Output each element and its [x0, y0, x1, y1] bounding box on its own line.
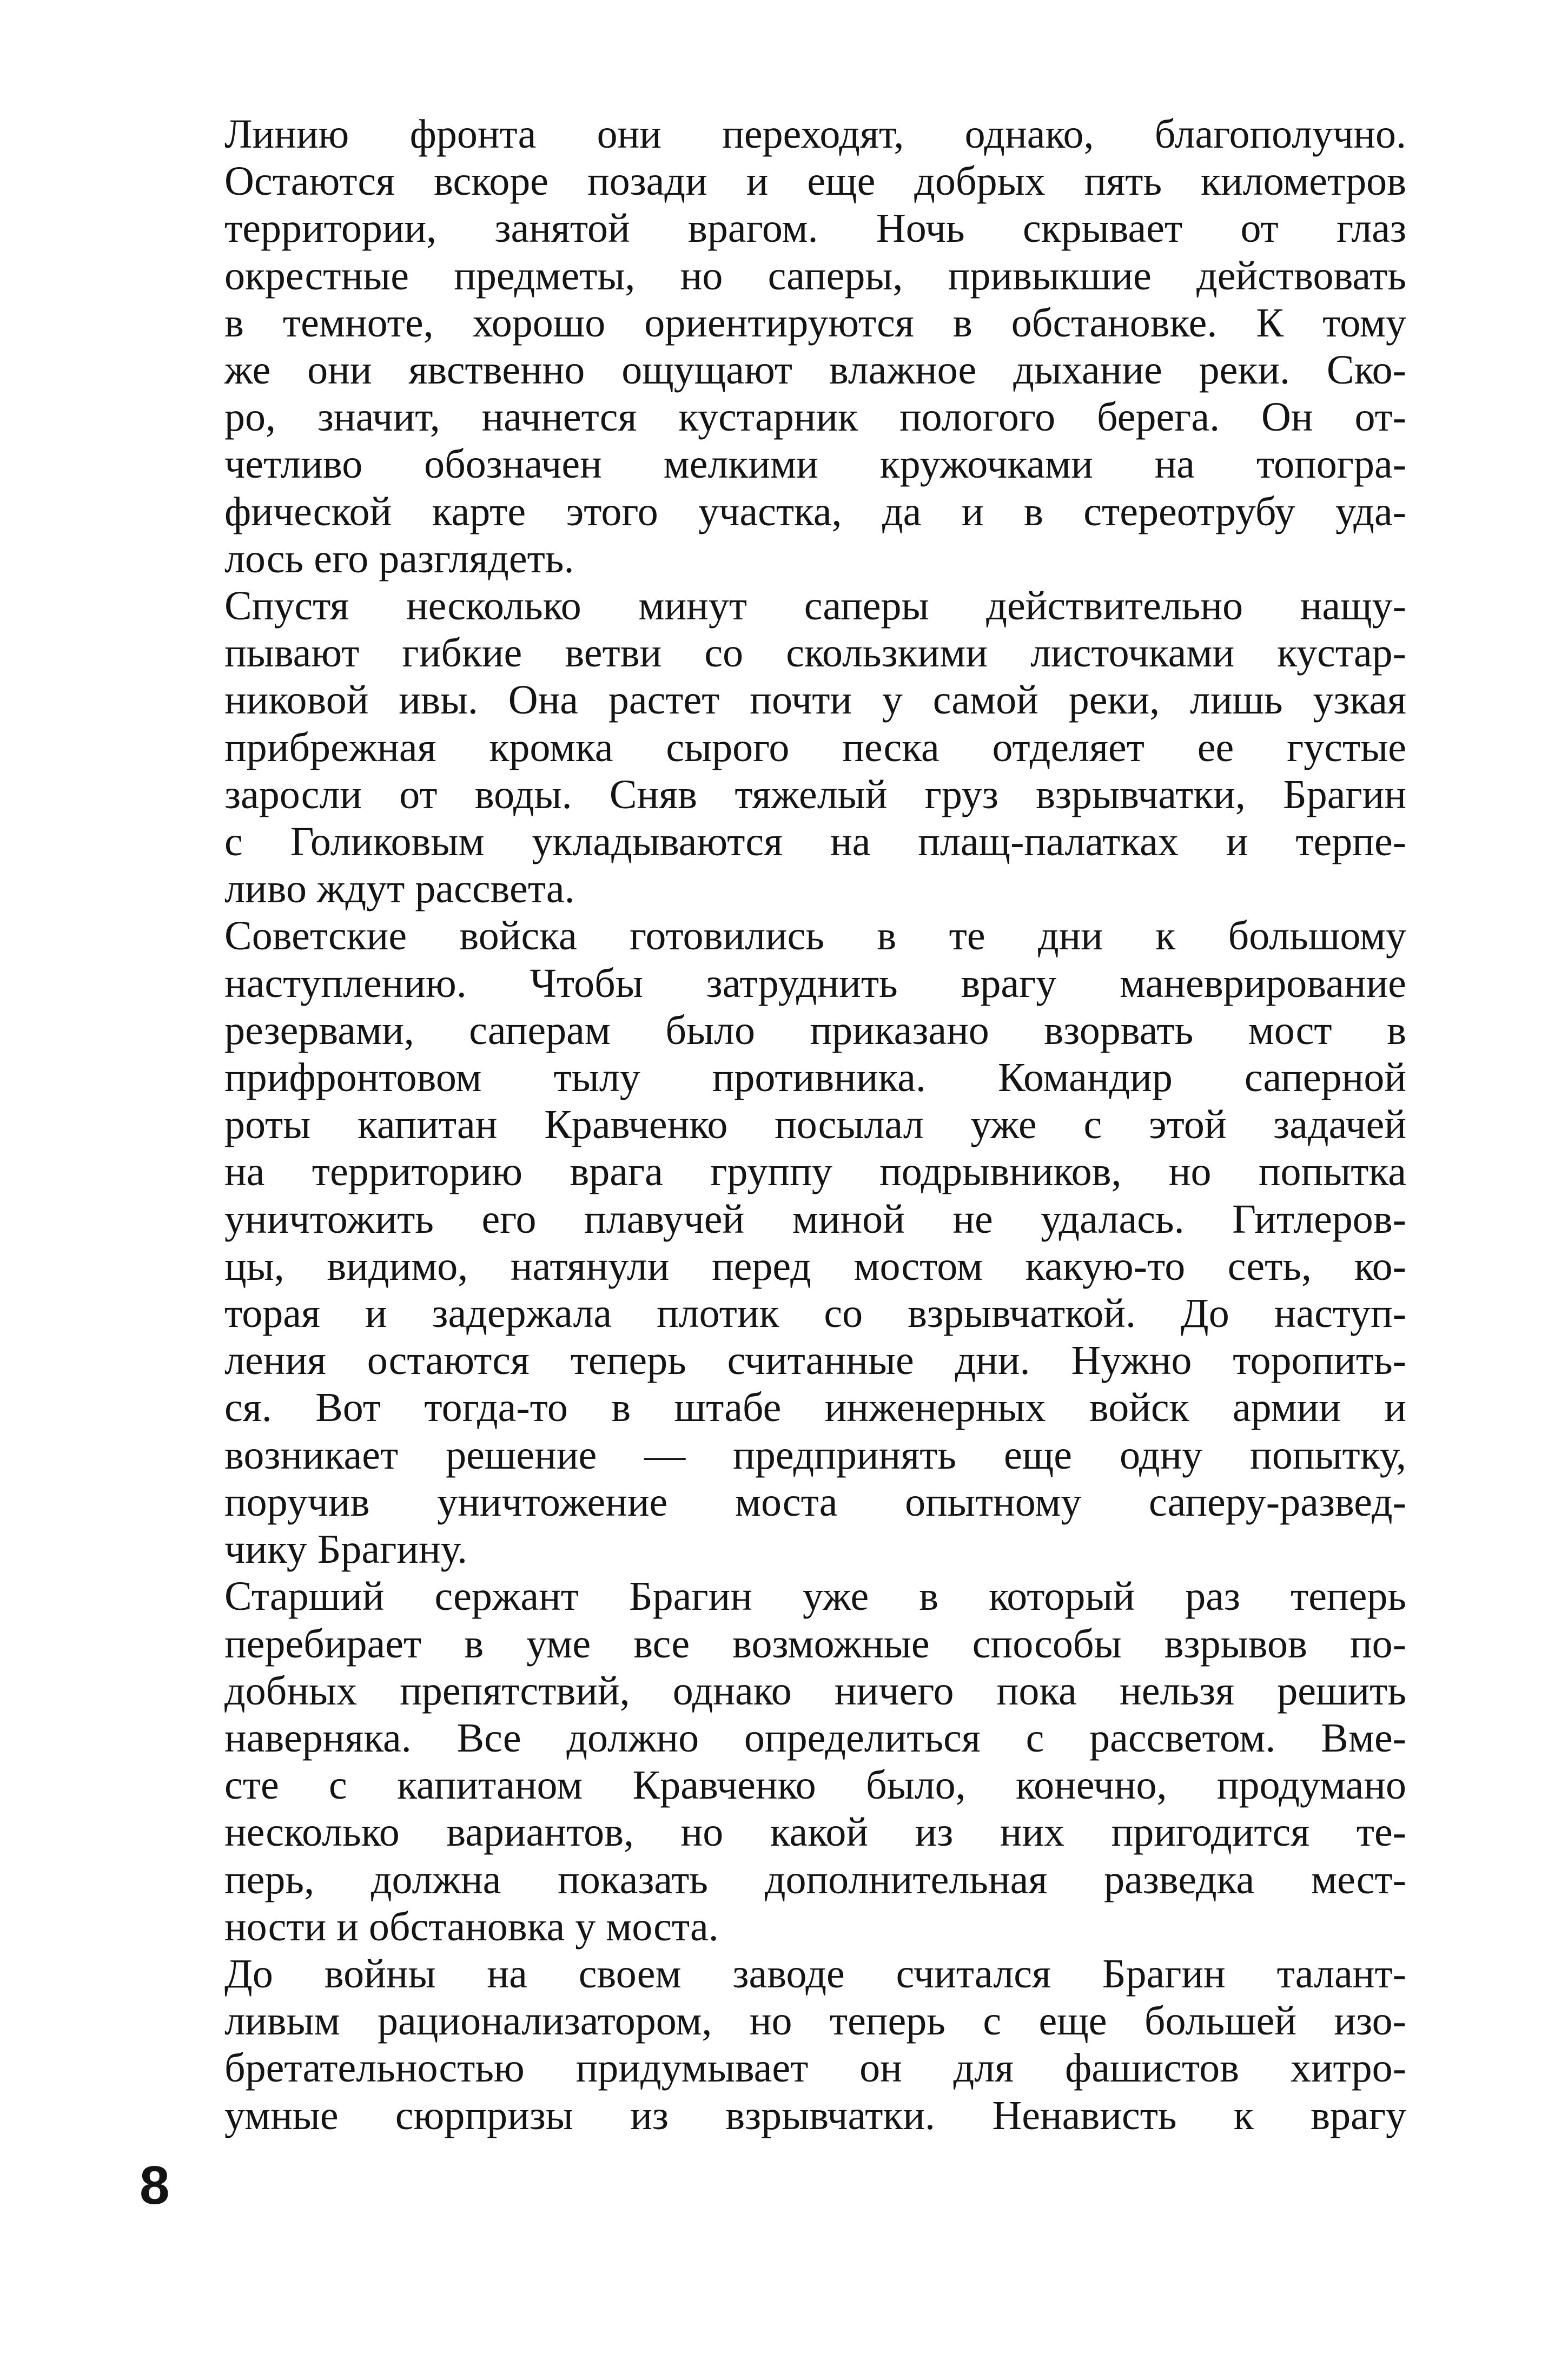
text-line: прибрежная кромка сырого песка отделяет ее густые — [224, 724, 1406, 770]
text-line: на территорию врага группу подрывников, но попытка — [224, 1149, 1406, 1195]
text-line: ности и обстановка у моста. — [224, 1904, 719, 1950]
paragraph — [162, 583, 1406, 913]
text-line: Остаются вскоре позади и еще добрых пять километров — [224, 158, 1406, 204]
text-line: заросли от воды. Сняв тяжелый груз взрывчатки, Брагин — [224, 771, 1406, 817]
text-line: же они явственно ощущают влажное дыхание реки. Ско- — [224, 347, 1406, 393]
text-line: Старший сержант Брагин уже в который раз теперь — [224, 1574, 1406, 1620]
text-line: бретательностью придумывает он для фашистов хитро- — [224, 2045, 1406, 2091]
text-line: лось его разглядеть. — [224, 536, 574, 582]
text-line: пывают гибкие ветви со скользкими листочками кустар- — [224, 630, 1406, 676]
text-line: несколько вариантов, но какой из них пригодится те- — [224, 1809, 1406, 1855]
text-line: Линию фронта они переходят, однако, благополучно. — [224, 111, 1406, 157]
text-line: фической карте этого участка, да и в стереотрубу уда- — [224, 488, 1406, 534]
text-line: прифронтовом тылу противника. Командир саперной — [224, 1055, 1406, 1101]
text-line: умные сюрпризы из взрывчатки. Ненависть к врагу — [224, 2092, 1406, 2138]
text-line: ления остаются теперь считанные дни. Нужно торопить- — [224, 1338, 1406, 1384]
paragraph — [162, 1951, 1406, 2139]
page-number: 8 — [140, 2155, 170, 2216]
text-line: уничтожить его плавучей миной не удалась. Гитлеров- — [224, 1196, 1406, 1242]
text-line: окрестные предметы, но саперы, привыкшие действовать — [224, 253, 1406, 299]
text-line: чику Брагину. — [224, 1527, 468, 1572]
text-line: роты капитан Кравченко посылал уже с этой задачей — [224, 1102, 1406, 1148]
text-line: с Голиковым укладываются на плащ-палатках и терпе- — [224, 819, 1406, 865]
text-line: добных препятствий, однако ничего пока нельзя решить — [224, 1668, 1406, 1714]
text-line: ливо ждут рассвета. — [224, 866, 575, 912]
text-line: никовой ивы. Она растет почти у самой реки, лишь узкая — [224, 677, 1406, 723]
text-line: Спустя несколько минут саперы действительно нащу- — [224, 583, 1406, 629]
text-line: в темноте, хорошо ориентируются в обстановке. К тому — [224, 300, 1406, 346]
text-line: перь, должна показать дополнительная разведка мест- — [224, 1856, 1406, 1902]
paragraph — [162, 1573, 1406, 1951]
text-line: поручив уничтожение моста опытному саперу-развед- — [224, 1479, 1406, 1525]
text-line: возникает решение — предпринять еще одну попытку, — [224, 1432, 1406, 1478]
text-line: ливым рационализатором, но теперь с еще большей изо- — [224, 1998, 1406, 2044]
text-line: Советские войска готовились в те дни к большому — [224, 913, 1406, 959]
text-line: ся. Вот тогда-то в штабе инженерных войск армии и — [224, 1385, 1406, 1431]
text-line: перебирает в уме все возможные способы взрывов по- — [224, 1621, 1406, 1667]
paragraph — [162, 913, 1406, 1573]
text-line: сте с капитаном Кравченко было, конечно, продумано — [224, 1762, 1406, 1808]
text-line: До войны на своем заводе считался Брагин талант- — [224, 1951, 1406, 1997]
text-line: наступлению. Чтобы затруднить врагу маневрирование — [224, 960, 1406, 1006]
text-line: четливо обозначен мелкими кружочками на топогра- — [224, 441, 1406, 487]
text-line: территории, занятой врагом. Ночь скрывает от глаз — [224, 206, 1406, 252]
body-text — [162, 111, 1406, 2139]
text-line: цы, видимо, натянули перед мостом какую-то сеть, ко- — [224, 1243, 1406, 1289]
text-line: торая и задержала плотик со взрывчаткой. До наступ- — [224, 1291, 1406, 1337]
paragraph — [162, 111, 1406, 583]
text-line: ро, значит, начнется кустарник пологого берега. Он от- — [224, 394, 1406, 440]
text-line: наверняка. Все должно определиться с рассветом. Вме- — [224, 1715, 1406, 1761]
text-line: резервами, саперам было приказано взорвать мост в — [224, 1007, 1406, 1053]
